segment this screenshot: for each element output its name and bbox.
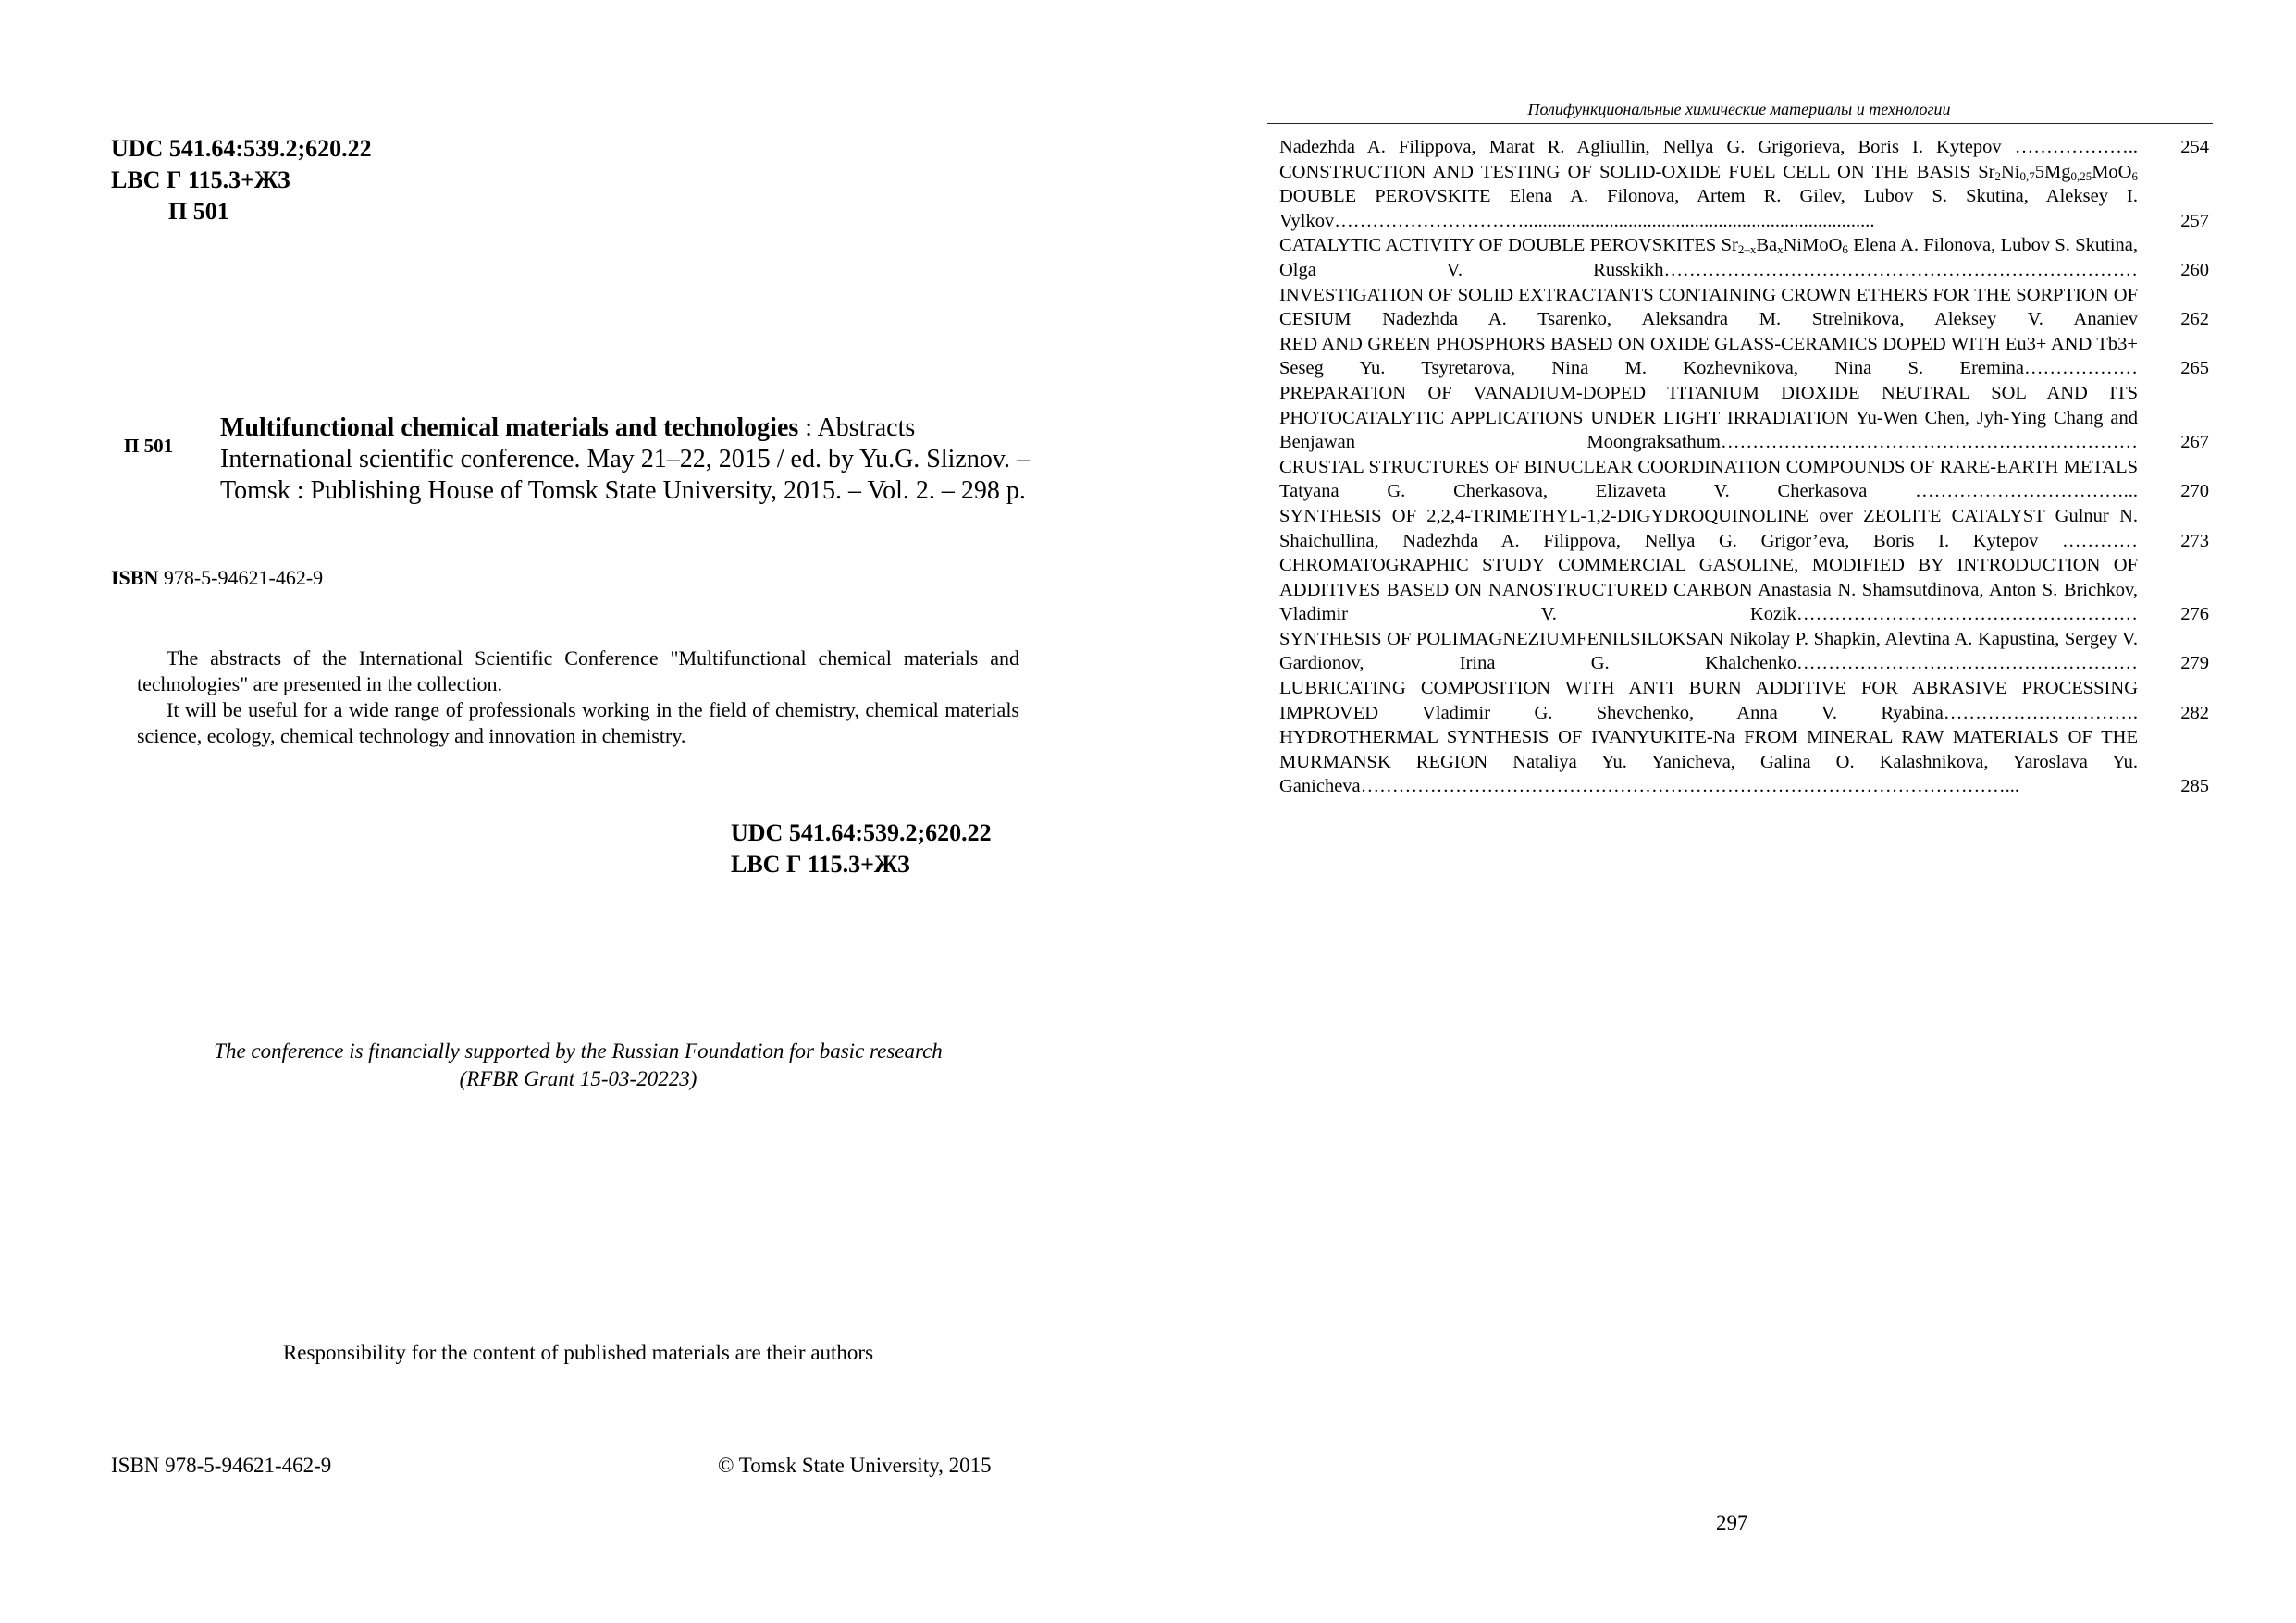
catalog-description	[220, 412, 1053, 507]
toc-entry-text: CATALYTIC ACTIVITY OF DOUBLE PEROVSKITES $Sr_{2-x}Ba_xNiMoO_6$ Elena A. Filonova, Lubov S. Skutina, Olga V. Russkikh…………………………………………………………………	[1279, 235, 2138, 280]
toc-page-number: 257	[2180, 210, 2209, 231]
lbc-code-bottom: LBC Г 115.3+ЖЗ	[731, 851, 910, 878]
catalog-code: П 501	[124, 435, 174, 457]
toc-page-number: 276	[2180, 604, 2209, 625]
toc-entry	[1279, 233, 2209, 282]
toc-entry-text: RED AND GREEN PHOSPHORS BASED ON OXIDE GLASS-CERAMICS DOPED WITH Eu3+ AND Tb3+ Seseg Yu. Tsyretarova, Nina M. Kozhevnikova, Nina S. Eremina………………	[1279, 333, 2138, 379]
abstract-paragraph: The abstracts of the International Scientific Conference "Multifunctional chemical materials and technologies" are presented in the collection.	[137, 646, 1019, 695]
toc-entry-text: SYNTHESIS OF POLIMAGNEZIUMFENILSILOKSAN Nikolay P. Shapkin, Alevtina A. Kapustina, Sergey V. Gardionov, Irina G. Khalchenko………………………………………………	[1279, 628, 2138, 674]
toc-entry	[1279, 283, 2209, 332]
toc-page-number: 265	[2180, 358, 2209, 379]
toc-entry-text: INVESTIGATION OF SOLID EXTRACTANTS CONTAINING CROWN ETHERS FOR THE SORPTION OF CESIUM Nadezhda A. Tsarenko, Aleksandra M. Strelnikova, Aleksey V. Ananiev	[1279, 284, 2138, 330]
toc-entry-text: SYNTHESIS OF 2,2,4-TRIMETHYL-1,2-DIGYDROQUINOLINE over ZEOLITE CATALYST Gulnur N. Shaichullina, Nadezhda A. Filippova, Nellya G. Grigor’eva, Boris I. Kytepov …………	[1279, 505, 2138, 551]
udc-code: UDC 541.64:539.2;620.22	[111, 135, 372, 162]
funding-note	[139, 1038, 1018, 1093]
toc-entry-text: HYDROTHERMAL SYNTHESIS OF IVANYUKITE-Na FROM MINERAL RAW MATERIALS OF THE MURMANSK REGION Nataliya Yu. Yanicheva, Galina O. Kalashnikova, Yaroslava Yu. Ganicheva…………………………………………………………………………………………...	[1279, 727, 2138, 797]
grant-line: (RFBR Grant 15-03-20223)	[459, 1067, 697, 1090]
toc-page-number: 273	[2180, 530, 2209, 551]
udc-code-bottom: UDC 541.64:539.2;620.22	[731, 819, 992, 846]
isbn-label: ISBN	[111, 566, 159, 589]
isbn-number: 978-5-94621-462-9	[158, 566, 324, 589]
toc-entry-text: PREPARATION OF VANADIUM-DOPED TITANIUM DIOXIDE NEUTRAL SOL AND ITS PHOTOCATALYTIC APPLICATIONS UNDER LIGHT IRRADIATION Yu-Wen Chen, Jyh-Ying Chang and Benjawan Moongraksathum…………………………………………………………	[1279, 382, 2138, 453]
toc-entry	[1279, 160, 2209, 234]
bibliographic-details: : Abstracts International scientific conference. May 21–22, 2015 / ed. by Yu.G. Sliznov. – Tomsk : Publishing House of Tomsk State University, 2015. – Vol. 2. – 298 p.	[220, 413, 1031, 505]
isbn-line	[111, 566, 323, 590]
toc-entry	[1279, 676, 2209, 725]
toc-page-number: 260	[2180, 259, 2209, 280]
toc-page-number: 267	[2180, 432, 2209, 453]
toc-entry	[1279, 553, 2209, 627]
toc-page-number: 254	[2180, 137, 2209, 157]
responsibility-note: Responsibility for the content of published materials are their authors	[282, 1341, 874, 1364]
copyright: © Tomsk State University, 2015	[718, 1454, 992, 1477]
toc-page-number: 262	[2180, 309, 2209, 330]
toc-page-number: 285	[2180, 776, 2209, 797]
toc-entry	[1279, 135, 2209, 160]
toc-entry	[1279, 381, 2209, 455]
toc-page-number: 270	[2180, 481, 2209, 502]
table-of-contents	[1279, 135, 2209, 799]
header-rule	[1267, 123, 2213, 124]
page-number: 297	[1716, 1511, 1748, 1534]
abstract	[137, 646, 1019, 749]
toc-page-number: 279	[2180, 653, 2209, 674]
toc-entry-text: Nadezhda A. Filippova, Marat R. Agliullin, Nellya G. Grigorieva, Boris I. Kytepov ………………..	[1279, 137, 2138, 157]
isbn-footer: ISBN 978-5-94621-462-9	[111, 1454, 332, 1477]
toc-entry	[1279, 332, 2209, 381]
book-title: Multifunctional chemical materials and technologies	[220, 413, 799, 442]
funding-line: The conference is financially supported by the Russian Foundation for basic research	[214, 1039, 943, 1063]
toc-entry	[1279, 627, 2209, 676]
udc-lbc-footer-block	[731, 818, 992, 880]
toc-entry-text: LUBRICATING COMPOSITION WITH ANTI BURN ADDITIVE FOR ABRASIVE PROCESSING IMPROVED Vladimir G. Shevchenko, Anna V. Ryabina………………………….	[1279, 678, 2138, 723]
running-head: Полифункциональные химические материалы и технологии	[1527, 100, 1951, 118]
lbc-code: LBC Г 115.3+ЖЗ	[111, 166, 290, 193]
toc-page-number: 282	[2180, 702, 2209, 723]
udc-lbc-header	[111, 133, 372, 227]
toc-entry-text: CRUSTAL STRUCTURES OF BINUCLEAR COORDINATION COMPOUNDS OF RARE-EARTH METALS Tatyana G. Cherkasova, Elizaveta V. Cherkasova ……………………………...	[1279, 456, 2138, 502]
toc-entry	[1279, 455, 2209, 504]
toc-entry-text: CHROMATOGRAPHIC STUDY COMMERCIAL GASOLINE, MODIFIED BY INTRODUCTION OF ADDITIVES BASED ON NANOSTRUCTURED CARBON Anastasia N. Shamsutdinova, Anton S. Brichkov, Vladimir V. Kozik………………………………………………	[1279, 555, 2138, 625]
author-mark: П 501	[168, 198, 229, 225]
abstract-paragraph: It will be useful for a wide range of professionals working in the field of chemistry, chemical materials science, ecology, chemical technology and innovation in chemistry.	[137, 698, 1019, 747]
toc-entry-text: CONSTRUCTION AND TESTING OF SOLID-OXIDE FUEL CELL ON THE BASIS $Sr_2Ni_{0,7}5Mg_{0,25}MoO_6$ DOUBLE PEROVSKITE Elena A. Filonova, Artem R. Gilev, Lubov S. Skutina, Aleksey I. Vylkov…………………………..........................................................................	[1279, 161, 2138, 231]
toc-entry	[1279, 504, 2209, 553]
toc-entry	[1279, 725, 2209, 799]
